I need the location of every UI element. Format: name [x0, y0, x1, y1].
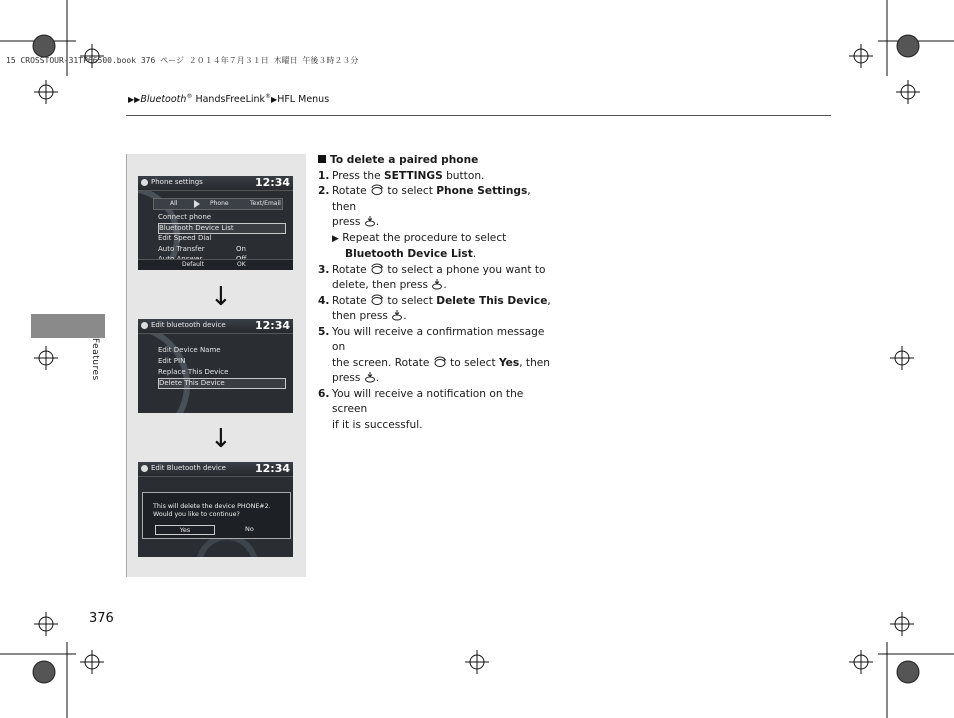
menu-item-auto-transfer[interactable]: Auto Transfer On — [158, 245, 246, 253]
screen-bottom-bar — [138, 259, 293, 270]
tab-text-email[interactable]: Text/Email — [250, 200, 281, 207]
step-5: 5. You will receive a confirmation message on the screen. Rotate to select Yes, then press . — [318, 325, 551, 384]
screen-edit-bluetooth-device — [138, 319, 293, 413]
breadcrumb: ▶▶Bluetooth® HandsFreeLink®▶HFL Menus — [128, 93, 330, 106]
screen-tabs — [153, 198, 283, 210]
confirmation-dialog — [142, 492, 291, 539]
screen-title: Edit bluetooth device — [151, 321, 226, 329]
clock: 12:34 — [254, 319, 290, 332]
screen-title: Phone settings — [151, 178, 203, 186]
tab-all[interactable]: All — [170, 200, 178, 207]
menu-item-edit-pin[interactable]: Edit PIN — [158, 357, 186, 365]
ok-button[interactable]: OK — [237, 261, 246, 268]
screen-titlebar — [138, 319, 293, 334]
breadcrumb-arrow-icon: ▶ — [271, 95, 278, 105]
instructions — [318, 153, 558, 433]
step-4: 4. Rotate to select Delete This Device, then press . — [318, 294, 551, 322]
section-label: Features — [90, 338, 100, 381]
yes-button[interactable]: Yes — [155, 525, 215, 535]
breadcrumb-item-bluetooth: Bluetooth — [140, 94, 187, 106]
default-button[interactable]: Default — [182, 261, 204, 268]
flow-arrow-icon: ↓ — [210, 424, 232, 454]
note-arrow-icon: ▶ — [332, 233, 339, 244]
section-tab — [31, 314, 105, 338]
menu-item-connect-phone[interactable]: Connect phone — [158, 213, 212, 221]
menu-item-bluetooth-device-list[interactable]: Bluetooth Device List — [158, 223, 286, 234]
step-3: 3. Rotate to select a phone you want to delete, then press . — [318, 263, 546, 291]
instructions-heading: To delete a paired phone — [318, 153, 558, 169]
press-knob-icon — [391, 309, 403, 321]
step-2-note: ▶ Repeat the procedure to select — [332, 231, 507, 244]
tab-phone[interactable]: Phone — [210, 200, 229, 207]
screen-phone-settings — [138, 176, 293, 270]
step-1: 1. Press the SETTINGS button. — [318, 169, 485, 182]
rotate-knob-icon — [370, 294, 384, 306]
press-knob-icon — [431, 278, 443, 290]
step-6: 6. You will receive a notification on the screen if it is successful. — [318, 387, 524, 431]
breadcrumb-item-hfl-menus: HFL Menus — [277, 94, 330, 106]
dialog-message: This will delete the device PHONE#2. Would you like to continue? — [153, 503, 271, 518]
tab-arrow-icon — [194, 200, 200, 208]
phone-icon — [141, 322, 148, 329]
screen-titlebar — [138, 462, 293, 477]
page-number: 376 — [89, 611, 114, 626]
step-2-note-target: Bluetooth Device List. — [345, 248, 477, 260]
screen-titlebar — [138, 176, 293, 191]
flow-arrow-icon: ↓ — [210, 282, 232, 312]
press-knob-icon — [364, 215, 376, 227]
rotate-knob-icon — [370, 184, 384, 196]
menu-item-edit-device-name[interactable]: Edit Device Name — [158, 346, 221, 354]
phone-icon — [141, 465, 148, 472]
clock: 12:34 — [254, 176, 290, 189]
header-rule — [126, 115, 831, 116]
breadcrumb-arrow-icon: ▶▶ — [128, 95, 141, 105]
screen-delete-confirmation — [138, 462, 293, 557]
press-knob-icon — [364, 371, 376, 383]
screen-title: Edit Bluetooth device — [151, 464, 226, 472]
print-header: 15 CROSSTOUR-31TP66500.book 376 ページ ２０１４年７月３１日 木曜日 午後３時２３分 — [6, 56, 359, 65]
menu-item-delete-this-device[interactable]: Delete This Device — [158, 378, 286, 389]
phone-icon — [141, 179, 148, 186]
no-button[interactable]: No — [245, 525, 254, 533]
breadcrumb-item-handsfreelink: HandsFreeLink — [192, 94, 266, 106]
auto-transfer-value: On — [236, 245, 246, 253]
square-bullet-icon — [318, 155, 326, 163]
rotate-knob-icon — [370, 263, 384, 275]
screenshot-panel — [126, 154, 306, 577]
menu-item-replace-this-device[interactable]: Replace This Device — [158, 368, 229, 376]
menu-item-edit-speed-dial[interactable]: Edit Speed Dial — [158, 234, 212, 242]
clock: 12:34 — [254, 462, 290, 475]
rotate-knob-icon — [433, 356, 447, 368]
step-2: 2. Rotate to select Phone Settings, then press . — [318, 185, 531, 228]
